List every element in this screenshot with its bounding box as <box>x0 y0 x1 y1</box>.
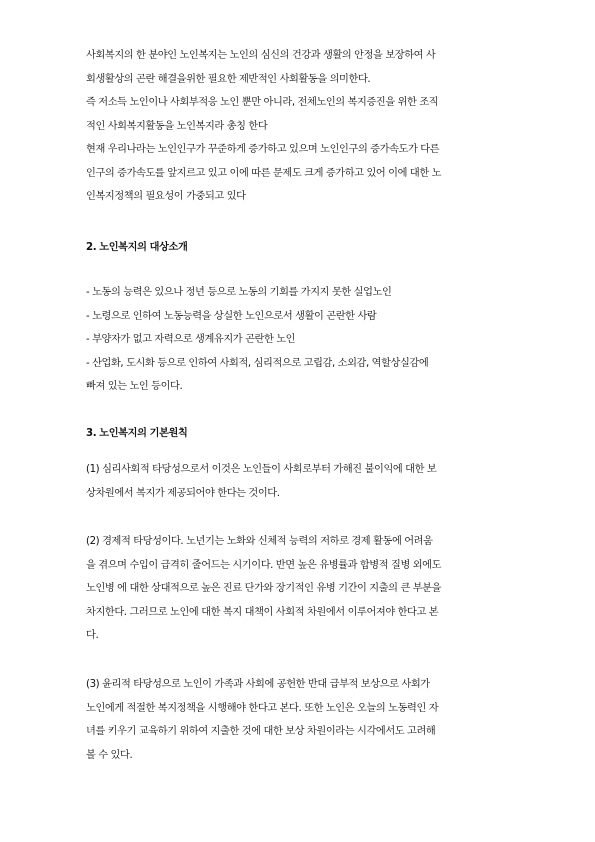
target-list <box>86 281 516 399</box>
intro-paragraph <box>86 44 516 209</box>
principle-paragraph-2 <box>86 530 516 648</box>
text-line: 적인 사회복지활동을 노인복지라 총칭 한다 <box>86 120 268 132</box>
list-item: - 산업화, 도시화 등으로 인하여 사회적, 심리적으로 고립감, 소외감, 역할상실감에 <box>86 357 429 369</box>
text-line: 차지한다. 그러므로 노인에 대한 복지 대책이 사회적 차원에서 이루어져야 한다고 본 <box>86 606 439 618</box>
list-item: - 부양자가 없고 자력으로 생계유지가 곤란한 노인 <box>86 334 296 345</box>
text-line: 현재 우리나라는 노인인구가 꾸준하게 증가하고 있으며 노인인구의 증가속도가 다른 <box>86 144 440 155</box>
text-line: 회생활상의 곤란 해결을위한 필요한 제반적인 사회활동을 의미한다. <box>86 73 371 85</box>
text-line: 인복지정책의 필요성이 가중되고 있다 <box>86 191 246 202</box>
principle-paragraph-3 <box>86 673 516 767</box>
principle-paragraph-1 <box>86 458 516 505</box>
text-line: 을 겪으며 수입이 급격히 줄어드는 시기이다. 반면 높은 유병률과 합병적 질병 외에도 <box>86 559 442 571</box>
text-line: 볼 수 있다. <box>86 749 133 761</box>
text-line: 노인에게 적절한 복지정책을 시행해야 한다고 본다. 또한 노인은 오늘의 노동력인 자 <box>86 702 439 714</box>
text-line: 녀를 키우기 교육하기 위하여 지출한 것에 대한 보상 차원이라는 시각에서도 고려해 <box>86 726 436 737</box>
text-line: 인구의 증가속도를 앞지르고 있고 이에 따른 문제도 크게 증가하고 있어 이에 대한 노 <box>86 167 442 179</box>
section-heading-target: 2. 노인복지의 대상소개 <box>86 242 188 253</box>
text-line: 노인병 에 대한 상대적으로 높은 진료 단가와 장기적인 유병 기간이 지출의 큰 부분을 <box>86 583 442 594</box>
section-heading-principles: 3. 노인복지의 기본원칙 <box>86 428 188 439</box>
list-item: - 노령으로 인하여 노동능력을 상실한 노인으로서 생활이 곤란한 사람 <box>86 310 377 322</box>
list-item: 빠져 있는 노인 등이다. <box>86 381 183 392</box>
text-line: (2) 경제적 타당성이다. 노년기는 노화와 신체적 능력의 저하로 경제 활동에 어려움 <box>86 536 433 547</box>
text-line: 상차원에서 복지가 제공되어야 한다는 것이다. <box>86 487 280 499</box>
text-line: (1) 심리사회적 타당성으로서 이것은 노인들이 사회로부터 가해진 불이익에 대한 보 <box>86 464 437 475</box>
text-line: 즉 저소득 노인이나 사회부적응 노인 뿐만 아니라, 전체노인의 복지증진을 위한 조직 <box>86 97 439 108</box>
text-line: (3) 윤리적 타당성으로 노인이 가족과 사회에 공헌한 반대 급부적 보상으로 사회가 <box>86 679 430 690</box>
list-item: - 노동의 능력은 있으나 정년 등으로 노동의 기회를 가지지 못한 실업노인 <box>86 287 392 298</box>
text-line: 다. <box>86 630 99 641</box>
text-line: 사회복지의 한 분야인 노인복지는 노인의 심신의 건강과 생활의 안정을 보장하여 사 <box>86 50 436 61</box>
